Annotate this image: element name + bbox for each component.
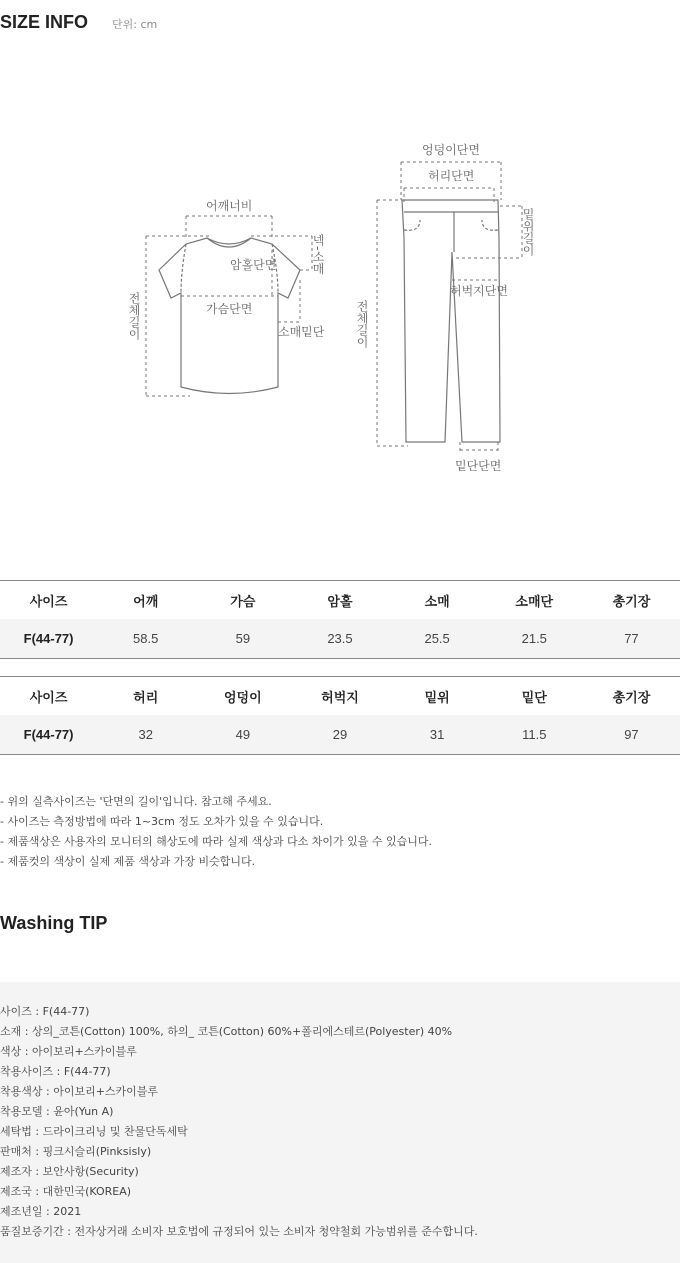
note-line: - 제품컷의 색상이 실제 제품 색상과 가장 비슷합니다. <box>0 855 256 868</box>
pants-drawing <box>402 200 500 442</box>
product-info-item: 착용색상 : 아이보리+스카이블루 <box>0 1085 159 1098</box>
table-header-row <box>0 581 680 620</box>
table-header-cell: 암홀 <box>291 581 388 620</box>
table-header-cell: 소매 <box>389 581 486 620</box>
label-rise: 밑위길이 <box>521 208 535 256</box>
product-info-item: 착용사이즈 : F(44-77) <box>0 1065 111 1078</box>
table-header-cell: 사이즈 <box>0 581 97 620</box>
table-cell: F(44-77) <box>0 715 97 755</box>
table-header-cell: 허리 <box>97 677 194 716</box>
product-info-item: 제조년일 : 2021 <box>0 1205 82 1218</box>
size-info-title: SIZE INFO <box>0 12 89 32</box>
table-cell: 97 <box>583 715 680 755</box>
size-info-header <box>0 12 157 33</box>
table-cell: 58.5 <box>97 619 194 659</box>
table-header-cell: 사이즈 <box>0 677 97 716</box>
table-cell: 32 <box>97 715 194 755</box>
product-info-list <box>0 1002 478 1242</box>
label-shoulder: 어깨너비 <box>206 199 253 213</box>
washing-tip-title: Washing TIP <box>0 913 108 933</box>
label-pants-hem: 밑단단면 <box>455 459 502 473</box>
product-info-item: 색상 : 아이보리+스카이블루 <box>0 1045 137 1058</box>
table-header-cell: 밑위 <box>389 677 486 716</box>
table-header-cell: 소매단 <box>486 581 583 620</box>
table-header-cell: 어깨 <box>97 581 194 620</box>
table-cell: F(44-77) <box>0 619 97 659</box>
table-cell: 21.5 <box>486 619 583 659</box>
table-header-cell: 가슴 <box>194 581 291 620</box>
table-header-cell: 엉덩이 <box>194 677 291 716</box>
table-cell: 25.5 <box>389 619 486 659</box>
product-info-item: 제조국 : 대한민국(KOREA) <box>0 1185 132 1198</box>
table-header-cell: 밑단 <box>486 677 583 716</box>
label-hip: 엉덩이단면 <box>422 143 480 157</box>
label-neck-sleeve: 넥-소매 <box>311 234 325 275</box>
product-info-item: 제조자 : 보안사항(Security) <box>0 1165 139 1178</box>
table-row <box>0 715 680 755</box>
bottom-size-table <box>0 676 680 755</box>
product-info-item: 판매처 : 핑크시슬리(Pinksisly) <box>0 1145 152 1158</box>
product-info-item: 착용모델 : 윤아(Yun A) <box>0 1105 114 1118</box>
unit-label: 단위: cm <box>112 18 158 31</box>
table-cell: 29 <box>291 715 388 755</box>
table-cell: 23.5 <box>291 619 388 659</box>
label-pants-total-length: 전체길이 <box>355 300 369 348</box>
product-info-box <box>0 982 680 1263</box>
size-notes <box>0 792 432 872</box>
table-cell: 31 <box>389 715 486 755</box>
product-info-item: 품질보증기간 : 전자상거래 소비자 보호법에 규정되어 있는 소비자 청약철회 가능범위를 준수합니다. <box>0 1225 478 1238</box>
table-cell: 11.5 <box>486 715 583 755</box>
label-chest: 가슴단면 <box>206 302 253 316</box>
table-header-cell: 총기장 <box>583 581 680 620</box>
note-line: - 사이즈는 측정방법에 따라 1~3cm 정도 오차가 있을 수 있습니다. <box>0 815 324 828</box>
size-diagram <box>0 120 680 490</box>
label-sleeve-hem: 소매밑단 <box>278 325 325 339</box>
table-cell: 49 <box>194 715 291 755</box>
note-line: - 제품색상은 사용자의 모니터의 해상도에 따라 실제 색상과 다소 차이가 있을 수 있습니다. <box>0 835 432 848</box>
table-cell: 77 <box>583 619 680 659</box>
table-header-cell: 허벅지 <box>291 677 388 716</box>
table-cell: 59 <box>194 619 291 659</box>
table-header-cell: 총기장 <box>583 677 680 716</box>
table-row <box>0 619 680 659</box>
label-thigh: 허벅지단면 <box>450 284 508 298</box>
label-armhole: 암홀단면 <box>230 258 277 272</box>
product-info-item: 사이즈 : F(44-77) <box>0 1005 90 1018</box>
product-info-item: 세탁법 : 드라이크리닝 및 찬물단독세탁 <box>0 1125 188 1138</box>
note-line: - 위의 실측사이즈는 '단면의 길이'입니다. 참고해 주세요. <box>0 795 272 808</box>
label-waist: 허리단면 <box>428 169 475 183</box>
size-diagram-svg <box>0 120 680 490</box>
top-size-table <box>0 580 680 659</box>
product-info-item: 소재 : 상의_코튼(Cotton) 100%, 하의_ 코튼(Cotton) 60%+폴리에스테르(Polyester) 40% <box>0 1025 453 1038</box>
table-header-row <box>0 677 680 716</box>
label-top-total-length: 전체길이 <box>127 292 141 340</box>
